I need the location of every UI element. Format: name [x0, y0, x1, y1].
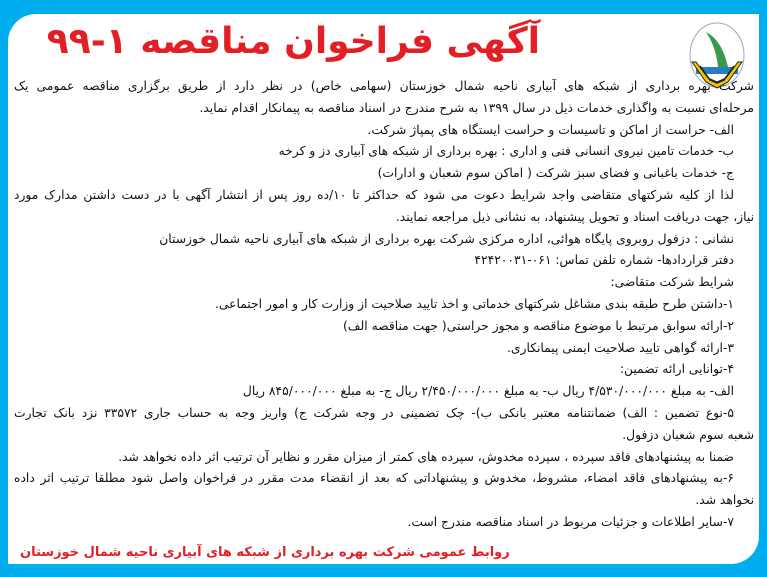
line-text: الف- حراست از اماکن و تاسیسات و حراست ایستگاه های پمپاژ شرکت. [367, 122, 734, 137]
line-text: ۳-ارائه گواهی تایید صلاحیت ایمنی پیمانکاری. [507, 340, 734, 355]
line-text: نشانی : دزفول روبروی پایگاه هوائی، اداره مرکزی شرکت بهره برداری از شبکه های آبیاری ناحیه شمال خوزستان [159, 231, 734, 246]
line-text: ۶-به پیشنهادهای فاقد امضاء، مشروط، مخدوش و پیشنهاداتی که بعد از انقضاء مدت مقرر در فراخوان واصل شود مطلقا ترتیب اثر داده [14, 471, 734, 486]
line-text: ۴-توانایی ارائه تضمین: [619, 362, 734, 377]
line-text: دفتر قراردادها- شماره تلفن تماس: ۰۶۱-۴۲۴۲۰۰۳۱ [474, 253, 734, 268]
line-text: ج- خدمات باغبانی و فضای سبز شرکت ( اماکن سوم شعبان و ادارات) [377, 166, 734, 181]
note-line [14, 447, 754, 469]
line-text: لذا از کلیه شرکتهای متقاضی واجد شرایط دعوت می شود که حداکثر تا ۱۰/ده روز پس از انتشار آگهی با در دست داشتن مدارک مورد [14, 187, 735, 202]
condition-item [14, 316, 754, 338]
phone-line [14, 250, 754, 272]
line-text: ۵-نوع تضمین : الف) ضمانتنامه معتبر بانکی ب)- چک تضمینی در وجه شرکت ج) واریز وجه به حساب جاری ۳۳۵۷۲ نزد بانک تجارت [14, 405, 734, 420]
line-text: شرکت بهره برداری از شبکه های آبیاری ناحیه شمال خوزستان (سهامی خاص) در نظر دارد از طریق برگزاری مناقصه عمومی یک [14, 79, 754, 93]
line-text: نیاز، جهت دریافت اسناد و تحویل پیشنهاد، به نشانی ذیل مراجعه نمایند. [395, 209, 754, 224]
line-text: ب- خدمات تامین نیروی انسانی فنی و اداری : بهره برداری از شبکه های آبیاری دز و کرخه [278, 144, 734, 159]
condition-item [14, 468, 754, 490]
line-text: ضمنا به پیشنهادهای فاقد سپرده ، سپرده مخدوش، سپرده های کمتر از میزان مقرر و نظایر آن ترتیب اثر داده نخواهد شد. [118, 449, 734, 464]
condition-item-cont [14, 490, 754, 512]
address-line [14, 229, 754, 251]
line-text: ۲-ارائه سوابق مرتبط با موضوع مناقصه و مجوز حراستی( جهت مناقصه الف) [342, 318, 734, 333]
invitation-line [14, 207, 754, 229]
line-text: ۱-داشتن طرح طبقه بندی مشاغل شرکتهای خدماتی و اخذ تایید صلاحیت از وزارت کار و امور اجتماعی. [214, 296, 734, 311]
line-text: شرایط شرکت متقاضی: [610, 275, 734, 290]
guarantee-amounts [14, 381, 754, 403]
intro-line [14, 76, 754, 98]
conditions-heading [14, 272, 754, 294]
ad-body [14, 76, 754, 534]
line-text: مرحله‌ای نسبت به واگذاری خدمات ذیل در سال ۱۳۹۹ به شرح مندرج در اسناد مناقصه به پیمانکار اقدام نماید. [199, 100, 754, 115]
service-item [14, 163, 754, 185]
condition-item [14, 338, 754, 360]
line-text: ۷-سایر اطلاعات و جزئیات مربوط در اسناد مناقصه مندرج است. [407, 514, 734, 529]
line-text: شعبه سوم شعبان دزفول. [622, 427, 754, 442]
invitation-line [14, 185, 754, 207]
condition-item [14, 512, 754, 534]
service-item [14, 141, 754, 163]
condition-item-cont [14, 425, 754, 447]
condition-item [14, 294, 754, 316]
line-text: الف- به مبلغ ۴/۵۳۰/۰۰۰/۰۰۰ ریال ب- به مبلغ ۲/۴۵۰/۰۰۰/۰۰۰ ریال ج- به مبلغ ۸۴۵/۰۰۰/۰۰۰ ریال [242, 384, 734, 399]
service-item [14, 120, 754, 142]
condition-item [14, 359, 754, 381]
condition-item [14, 403, 754, 425]
intro-line [14, 98, 754, 120]
page-title: آگهی فراخوان مناقصه ۱-۹۹ [46, 21, 540, 62]
line-text: نخواهد شد. [695, 493, 754, 508]
public-relations-signature: روابط عمومی شرکت بهره برداری از شبکه های آبیاری ناحیه شمال خوزستان [20, 545, 510, 560]
